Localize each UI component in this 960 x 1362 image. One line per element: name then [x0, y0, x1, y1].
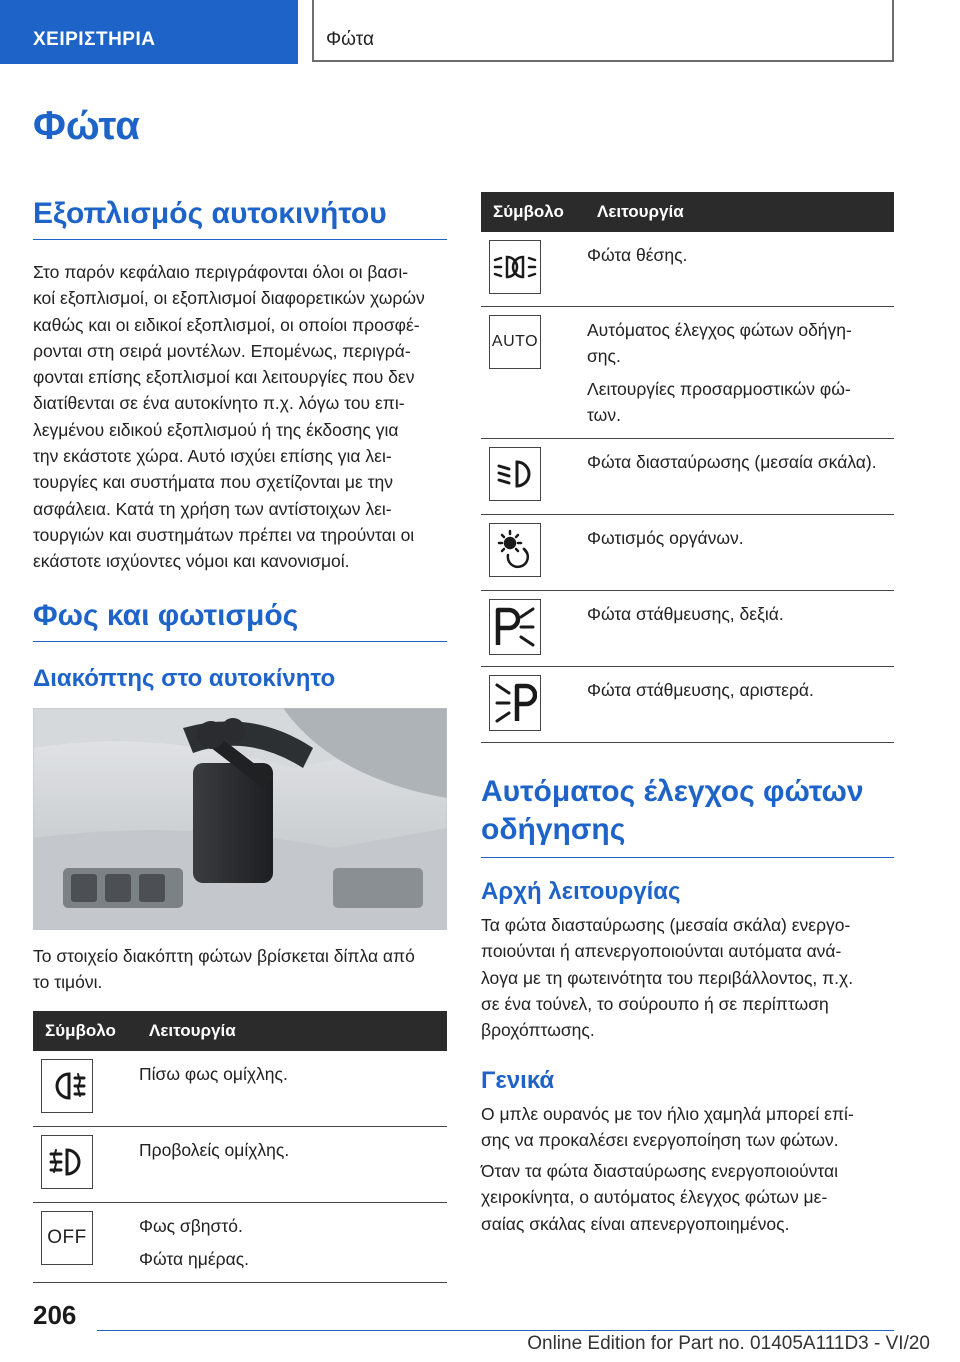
function-text: Φώτα στάθμευσης, δεξιά.	[587, 603, 784, 624]
section-label: ΧΕΙΡΙΣΤΗΡΙΑ	[33, 29, 156, 50]
instrument-lighting-icon	[489, 523, 541, 577]
table-header-row	[481, 192, 894, 232]
light-switch-photo	[33, 708, 447, 930]
column-header-function: Λειτουργία	[587, 192, 894, 232]
footer-divider	[97, 1330, 894, 1331]
chapter-tab[interactable]	[312, 0, 894, 62]
parking-light-left-icon	[489, 675, 541, 731]
right-symbol-table	[481, 192, 894, 743]
low-beam-icon	[489, 447, 541, 501]
function-text: Πίσω φως ομίχλης.	[139, 1064, 288, 1084]
function-text: Φώτα ημέρας.	[139, 1248, 250, 1269]
column-header-function: Λειτουργία	[139, 1011, 447, 1051]
equipment-heading: Εξοπλισμός αυτοκινήτου	[33, 196, 447, 240]
table-row	[481, 438, 894, 514]
off-icon: OFF	[41, 1211, 93, 1265]
function-text: Φωτισμός οργάνων.	[587, 527, 744, 548]
table-row	[481, 514, 894, 590]
function-text: Φως σβηστό.	[139, 1215, 243, 1236]
front-fog-light-icon	[41, 1135, 93, 1189]
table-row	[33, 1126, 447, 1202]
auto-light-control-heading: Αυτόματος έλεγχος φώτων οδήγησης	[481, 773, 894, 858]
parking-lights-icon	[489, 240, 541, 294]
edition-label: Online Edition for Part no. 01405A111D3 - VI/20	[527, 1333, 930, 1354]
chapter-label: Φώτα	[326, 29, 374, 50]
function-text: Φώτα στάθμευσης, αριστερά.	[587, 679, 814, 700]
function-text: Λειτουργίες προσαρμοστικών φώ-των.	[587, 378, 851, 425]
table-row	[481, 232, 894, 306]
function-text: Αυτόματος έλεγχος φώτων οδήγη-σης.	[587, 319, 852, 366]
parking-light-right-icon	[489, 599, 541, 655]
page-number: 206	[33, 1300, 77, 1330]
general-paragraph-2: Όταν τα φώτα διασταύρωσης ενεργοποιούνται χειροκίνητα, ο αυτόματος έλεγχος φώτων με- σαίας σκάλας είναι απενεργοποιημένος.	[481, 1161, 839, 1234]
table-row	[481, 306, 894, 438]
page-title: Φώτα	[33, 104, 140, 148]
switch-caption: Το στοιχείο διακόπτη φώτων βρίσκεται δίπλα από το τιμόνι.	[33, 946, 415, 993]
column-header-symbol: Σύμβολο	[481, 192, 587, 232]
lights-heading: Φως και φωτισμός	[33, 598, 447, 642]
function-text: Φώτα διασταύρωσης (μεσαία σκάλα).	[587, 451, 877, 472]
principle-heading: Αρχή λειτουργίας	[481, 878, 681, 905]
rear-fog-light-icon	[41, 1059, 93, 1113]
section-tab[interactable]	[0, 0, 298, 64]
function-text: Προβολείς ομίχλης.	[139, 1139, 290, 1160]
general-heading: Γενικά	[481, 1067, 555, 1094]
table-header-row	[33, 1011, 447, 1051]
switch-heading: Διακόπτης στο αυτοκίνητο	[33, 665, 336, 692]
left-symbol-table	[33, 1011, 447, 1283]
equipment-paragraph: Στο παρόν κεφάλαιο περιγράφονται όλοι οι βασι- κοί εξοπλισμοί, οι εξοπλισμοί διαφορετικών χωρών καθώς και οι ειδικοί εξοπλισμοί, οι οποίοι προσφέ- ρονται στη σειρά μοντέλων. Επομένως, περιγρά- φονται επίσης εξοπλισμοί και λειτουργίες που δεν διατίθενται σε ένα αυτοκίνητο π.χ. λόγω του επι- λεγμένου ειδικού εξοπλισμού ή της έκδοσης για την εκάστοτε χώρα. Αυτό ισχύει επίσης για λει- τουργίες και συστήματα που σχετίζονται με την ασφάλεια. Κατά τη χρήση των αντίστοιχων λει- τουργιών και συστημάτων πρέπει να τηρούνται οι εκάστοτε ισχύοντες νόμοι και κανονισμοί.	[33, 262, 425, 572]
function-text: Φώτα θέσης.	[587, 245, 688, 265]
table-row	[481, 666, 894, 742]
table-row	[33, 1051, 447, 1126]
table-row	[33, 1202, 447, 1282]
principle-paragraph: Τα φώτα διασταύρωσης (μεσαία σκάλα) ενεργο- ποιούνται ή απενεργοποιούνται αυτόματα ανά- λογα με τη φωτεινότητα του περιβάλλοντος, π.χ. σε ένα τούνελ, το σούρουπο ή σε περίπτωση βροχόπτωσης.	[481, 915, 854, 1041]
table-row	[481, 590, 894, 666]
general-paragraph-1: Ο μπλε ουρανός με τον ήλιο χαμηλά μπορεί επί- σης να προκαλέσει ενεργοποίηση των φώτων.	[481, 1104, 854, 1151]
column-header-symbol: Σύμβολο	[33, 1011, 139, 1051]
auto-icon: AUTO	[489, 315, 541, 369]
